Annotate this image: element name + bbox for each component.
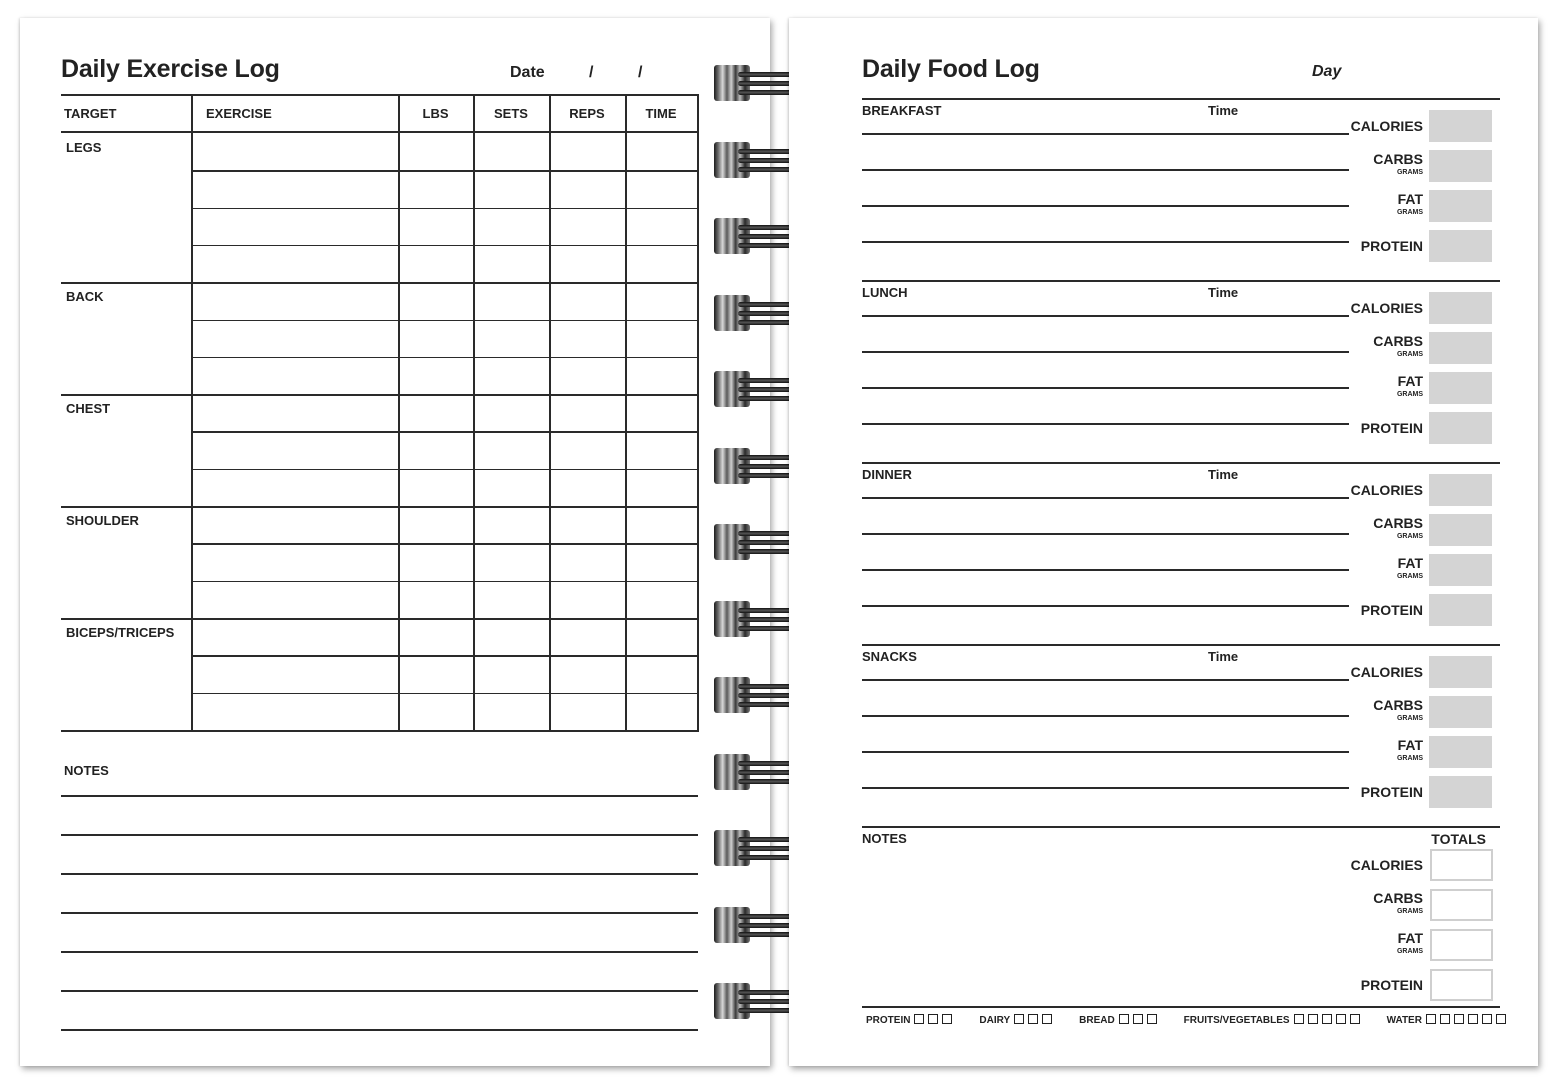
section-divider: [862, 98, 1500, 100]
table-cell[interactable]: [193, 470, 397, 504]
total-fat-box[interactable]: [1430, 929, 1493, 961]
row-divider: [191, 469, 697, 471]
table-cell[interactable]: [627, 283, 696, 317]
serving-checkbox[interactable]: [1308, 1014, 1318, 1024]
note-line[interactable]: [61, 951, 698, 953]
table-cell[interactable]: [551, 656, 624, 690]
table-cell[interactable]: [551, 358, 624, 392]
table-cell[interactable]: [475, 470, 548, 504]
serving-checkbox[interactable]: [1294, 1014, 1304, 1024]
grams-label: GRAMS: [1396, 533, 1423, 540]
meal-label: LUNCH: [862, 285, 908, 300]
table-cell[interactable]: [193, 507, 397, 541]
table-cell[interactable]: [400, 656, 472, 690]
meal-label: SNACKS: [862, 649, 917, 664]
protein-label: PROTEIN: [1360, 238, 1423, 254]
serving-label: PROTEIN: [866, 1015, 911, 1026]
table-cell[interactable]: [400, 470, 472, 504]
serving-label: FRUITS/VEGETABLES: [1183, 1015, 1290, 1026]
row-divider: [191, 357, 697, 359]
food-entry-line[interactable]: [862, 241, 1349, 243]
table-cell[interactable]: [193, 171, 397, 205]
serving-checkbox[interactable]: [928, 1014, 938, 1024]
grams-label: GRAMS: [1396, 209, 1423, 216]
table-cell[interactable]: [193, 582, 397, 616]
table-cell[interactable]: [627, 544, 696, 578]
table-cell[interactable]: [475, 619, 548, 653]
table-cell[interactable]: [475, 694, 548, 728]
fat-label: FAT: [1397, 373, 1423, 389]
table-cell[interactable]: [627, 246, 696, 280]
serving-checkbox[interactable]: [1440, 1014, 1450, 1024]
table-cell[interactable]: [193, 432, 397, 466]
table-cell[interactable]: [475, 395, 548, 429]
total-protein-label: PROTEIN: [1360, 977, 1423, 993]
carbs-box[interactable]: [1429, 332, 1492, 364]
table-cell[interactable]: [475, 507, 548, 541]
column-header: TARGET: [64, 106, 117, 121]
exercise-table: [20, 18, 770, 1066]
table-cell[interactable]: [475, 544, 548, 578]
carbs-box[interactable]: [1429, 696, 1492, 728]
date-separator: /: [638, 64, 643, 81]
table-cell[interactable]: [475, 321, 548, 355]
column-divider: [697, 94, 699, 732]
table-cell[interactable]: [193, 283, 397, 317]
column-header: REPS: [569, 106, 605, 121]
serving-checkbox[interactable]: [1350, 1014, 1360, 1024]
note-line[interactable]: [61, 873, 698, 875]
food-entry-line[interactable]: [862, 605, 1349, 607]
note-line[interactable]: [61, 834, 698, 836]
row-group-label: CHEST: [66, 401, 111, 417]
carbs-label: CARBS: [1373, 151, 1423, 167]
calories-box[interactable]: [1429, 656, 1492, 688]
total-calories-label: CALORIES: [1350, 857, 1423, 873]
section-divider: [862, 826, 1500, 828]
table-cell[interactable]: [551, 694, 624, 728]
meal-label: DINNER: [862, 467, 912, 482]
notes-label: NOTES: [862, 831, 907, 846]
fat-label: FAT: [1397, 555, 1423, 571]
row-divider: [191, 693, 697, 695]
table-cell[interactable]: [400, 694, 472, 728]
food-entry-line[interactable]: [862, 169, 1349, 171]
table-cell[interactable]: [400, 171, 472, 205]
page-title: Daily Food Log: [862, 55, 1040, 83]
grams-label: GRAMS: [1396, 755, 1423, 762]
section-divider: [862, 280, 1500, 282]
table-cell[interactable]: [551, 134, 624, 168]
table-cell[interactable]: [475, 283, 548, 317]
total-calories-box[interactable]: [1430, 849, 1493, 881]
serving-checkbox[interactable]: [1454, 1014, 1464, 1024]
grams-label: GRAMS: [1396, 351, 1423, 358]
table-cell[interactable]: [400, 395, 472, 429]
food-entry-line[interactable]: [862, 315, 1349, 317]
serving-checkbox[interactable]: [942, 1014, 952, 1024]
serving-group: [979, 1014, 1052, 1030]
table-cell[interactable]: [475, 358, 548, 392]
table-cell[interactable]: [551, 582, 624, 616]
total-carbs-box[interactable]: [1430, 889, 1493, 921]
carbs-label: CARBS: [1373, 333, 1423, 349]
table-cell[interactable]: [400, 209, 472, 243]
protein-label: PROTEIN: [1360, 784, 1423, 800]
table-cell[interactable]: [400, 134, 472, 168]
protein-box[interactable]: [1429, 230, 1492, 262]
food-entry-line[interactable]: [862, 751, 1349, 753]
protein-label: PROTEIN: [1360, 602, 1423, 618]
table-cell[interactable]: [551, 321, 624, 355]
meal-label: BREAKFAST: [862, 103, 942, 118]
food-entry-line[interactable]: [862, 569, 1349, 571]
column-header: EXERCISE: [206, 106, 272, 121]
fat-box[interactable]: [1429, 736, 1492, 768]
row-divider: [191, 655, 697, 657]
grams-label: GRAMS: [1396, 169, 1423, 176]
protein-box[interactable]: [1429, 594, 1492, 626]
row-group-label: BICEPS/TRICEPS: [66, 624, 175, 640]
time-label: Time: [1208, 285, 1239, 300]
grams-label: GRAMS: [1396, 391, 1423, 398]
table-cell[interactable]: [193, 395, 397, 429]
day-label: Day: [1312, 63, 1342, 80]
notes-label: NOTES: [64, 763, 109, 778]
column-divider: [549, 94, 551, 732]
note-line[interactable]: [61, 912, 698, 914]
table-cell[interactable]: [551, 432, 624, 466]
table-cell[interactable]: [551, 395, 624, 429]
serving-checkbox[interactable]: [1426, 1014, 1436, 1024]
serving-checkbox[interactable]: [1119, 1014, 1129, 1024]
carbs-box[interactable]: [1429, 150, 1492, 182]
food-entry-line[interactable]: [862, 423, 1349, 425]
food-entry-line[interactable]: [862, 205, 1349, 207]
row-divider: [191, 431, 697, 433]
serving-group: [866, 1014, 952, 1030]
table-cell[interactable]: [193, 544, 397, 578]
calories-box[interactable]: [1429, 474, 1492, 506]
column-header: LBS: [422, 106, 449, 121]
serving-group: [1184, 1014, 1360, 1030]
note-line[interactable]: [61, 990, 698, 992]
table-cell[interactable]: [400, 507, 472, 541]
protein-box[interactable]: [1429, 776, 1492, 808]
serving-label: WATER: [1386, 1015, 1422, 1026]
food-entry-line[interactable]: [862, 133, 1349, 135]
table-cell[interactable]: [193, 246, 397, 280]
servings-tracker: [866, 1014, 1506, 1030]
table-cell[interactable]: [627, 619, 696, 653]
table-cell[interactable]: [551, 171, 624, 205]
table-cell[interactable]: [475, 209, 548, 243]
table-cell[interactable]: [627, 171, 696, 205]
table-cell[interactable]: [551, 283, 624, 317]
table-cell[interactable]: [193, 619, 397, 653]
table-border: [61, 94, 697, 96]
table-cell[interactable]: [475, 582, 548, 616]
row-group-label: LEGS: [66, 140, 102, 155]
food-entry-line[interactable]: [862, 679, 1349, 681]
time-label: Time: [1208, 103, 1239, 118]
total-protein-box[interactable]: [1430, 969, 1493, 1001]
table-cell[interactable]: [400, 321, 472, 355]
table-cell[interactable]: [193, 358, 397, 392]
calories-box[interactable]: [1429, 292, 1492, 324]
serving-checkbox[interactable]: [1468, 1014, 1478, 1024]
row-group-label: SHOULDER: [66, 513, 139, 528]
table-cell[interactable]: [627, 656, 696, 690]
column-header: TIME: [645, 106, 677, 121]
date-separator: /: [589, 64, 594, 81]
serving-checkbox[interactable]: [1133, 1014, 1143, 1024]
table-cell[interactable]: [475, 246, 548, 280]
serving-checkbox[interactable]: [1147, 1014, 1157, 1024]
total-fat-label: FAT: [1397, 930, 1423, 946]
date-label: Date: [510, 64, 545, 81]
food-entry-line[interactable]: [862, 497, 1349, 499]
table-cell[interactable]: [193, 321, 397, 355]
note-line[interactable]: [61, 1029, 698, 1031]
calories-label: CALORIES: [1350, 664, 1423, 680]
table-cell[interactable]: [400, 283, 472, 317]
section-divider: [862, 462, 1500, 464]
table-cell[interactable]: [627, 432, 696, 466]
serving-label: DAIRY: [979, 1015, 1011, 1026]
serving-checkbox[interactable]: [1014, 1014, 1024, 1024]
exercise-log-page: [20, 18, 770, 1066]
food-entry-line[interactable]: [862, 715, 1349, 717]
food-entry-line[interactable]: [862, 787, 1349, 789]
row-divider: [191, 543, 697, 545]
fat-label: FAT: [1397, 191, 1423, 207]
table-cell[interactable]: [400, 619, 472, 653]
time-label: Time: [1208, 649, 1239, 664]
serving-label: BREAD: [1079, 1015, 1115, 1026]
group-divider: [61, 730, 697, 732]
table-cell[interactable]: [627, 134, 696, 168]
protein-label: PROTEIN: [1360, 420, 1423, 436]
table-cell[interactable]: [627, 321, 696, 355]
table-cell[interactable]: [475, 134, 548, 168]
table-cell[interactable]: [627, 694, 696, 728]
serving-checkbox[interactable]: [1042, 1014, 1052, 1024]
grams-label: GRAMS: [1396, 715, 1423, 722]
food-entry-line[interactable]: [862, 351, 1349, 353]
total-carbs-label: CARBS: [1373, 890, 1423, 906]
serving-checkbox[interactable]: [1496, 1014, 1506, 1024]
grams-label: GRAMS: [1396, 573, 1423, 580]
column-divider: [625, 94, 627, 732]
table-cell[interactable]: [400, 358, 472, 392]
table-cell[interactable]: [193, 134, 397, 168]
table-cell[interactable]: [475, 432, 548, 466]
table-cell[interactable]: [551, 470, 624, 504]
table-cell[interactable]: [193, 656, 397, 690]
section-divider: [862, 1006, 1500, 1008]
food-entry-line[interactable]: [862, 533, 1349, 535]
calories-label: CALORIES: [1350, 300, 1423, 316]
table-cell[interactable]: [400, 432, 472, 466]
table-cell[interactable]: [551, 544, 624, 578]
fat-label: FAT: [1397, 737, 1423, 753]
section-divider: [862, 644, 1500, 646]
serving-checkbox[interactable]: [1322, 1014, 1332, 1024]
table-cell[interactable]: [551, 209, 624, 243]
table-cell[interactable]: [400, 582, 472, 616]
table-cell[interactable]: [193, 694, 397, 728]
page-title: Daily Exercise Log: [61, 55, 280, 83]
grams-label: GRAMS: [1396, 908, 1423, 915]
serving-checkbox[interactable]: [914, 1014, 924, 1024]
column-divider: [473, 94, 475, 732]
row-divider: [191, 320, 697, 322]
table-cell[interactable]: [551, 507, 624, 541]
table-cell[interactable]: [627, 209, 696, 243]
column-divider: [398, 94, 400, 732]
serving-group: [1387, 1014, 1506, 1030]
column-divider: [191, 94, 193, 732]
table-cell[interactable]: [400, 246, 472, 280]
table-cell[interactable]: [627, 582, 696, 616]
table-cell[interactable]: [475, 171, 548, 205]
table-cell[interactable]: [193, 209, 397, 243]
serving-checkbox[interactable]: [1482, 1014, 1492, 1024]
fat-box[interactable]: [1429, 372, 1492, 404]
serving-checkbox[interactable]: [1028, 1014, 1038, 1024]
row-divider: [191, 208, 697, 210]
row-divider: [191, 245, 697, 247]
table-cell[interactable]: [551, 246, 624, 280]
serving-checkbox[interactable]: [1336, 1014, 1346, 1024]
table-cell[interactable]: [627, 507, 696, 541]
carbs-label: CARBS: [1373, 697, 1423, 713]
grams-label: GRAMS: [1396, 948, 1423, 955]
calories-label: CALORIES: [1350, 482, 1423, 498]
table-cell[interactable]: [627, 395, 696, 429]
time-label: Time: [1208, 467, 1239, 482]
row-divider: [191, 170, 697, 172]
table-cell[interactable]: [627, 470, 696, 504]
calories-label: CALORIES: [1350, 118, 1423, 134]
column-header: SETS: [494, 106, 528, 121]
serving-group: [1079, 1014, 1157, 1030]
table-cell[interactable]: [627, 358, 696, 392]
table-cell[interactable]: [400, 544, 472, 578]
row-group-label: BACK: [66, 289, 104, 305]
calories-box[interactable]: [1429, 110, 1492, 142]
table-cell[interactable]: [551, 619, 624, 653]
protein-box[interactable]: [1429, 412, 1492, 444]
note-line[interactable]: [61, 795, 698, 797]
row-divider: [191, 581, 697, 583]
carbs-box[interactable]: [1429, 514, 1492, 546]
carbs-label: CARBS: [1373, 515, 1423, 531]
table-cell[interactable]: [475, 656, 548, 690]
totals-label: TOTALS: [1431, 831, 1486, 847]
food-entry-line[interactable]: [862, 387, 1349, 389]
fat-box[interactable]: [1429, 554, 1492, 586]
fat-box[interactable]: [1429, 190, 1492, 222]
food-log-page: [789, 18, 1538, 1066]
